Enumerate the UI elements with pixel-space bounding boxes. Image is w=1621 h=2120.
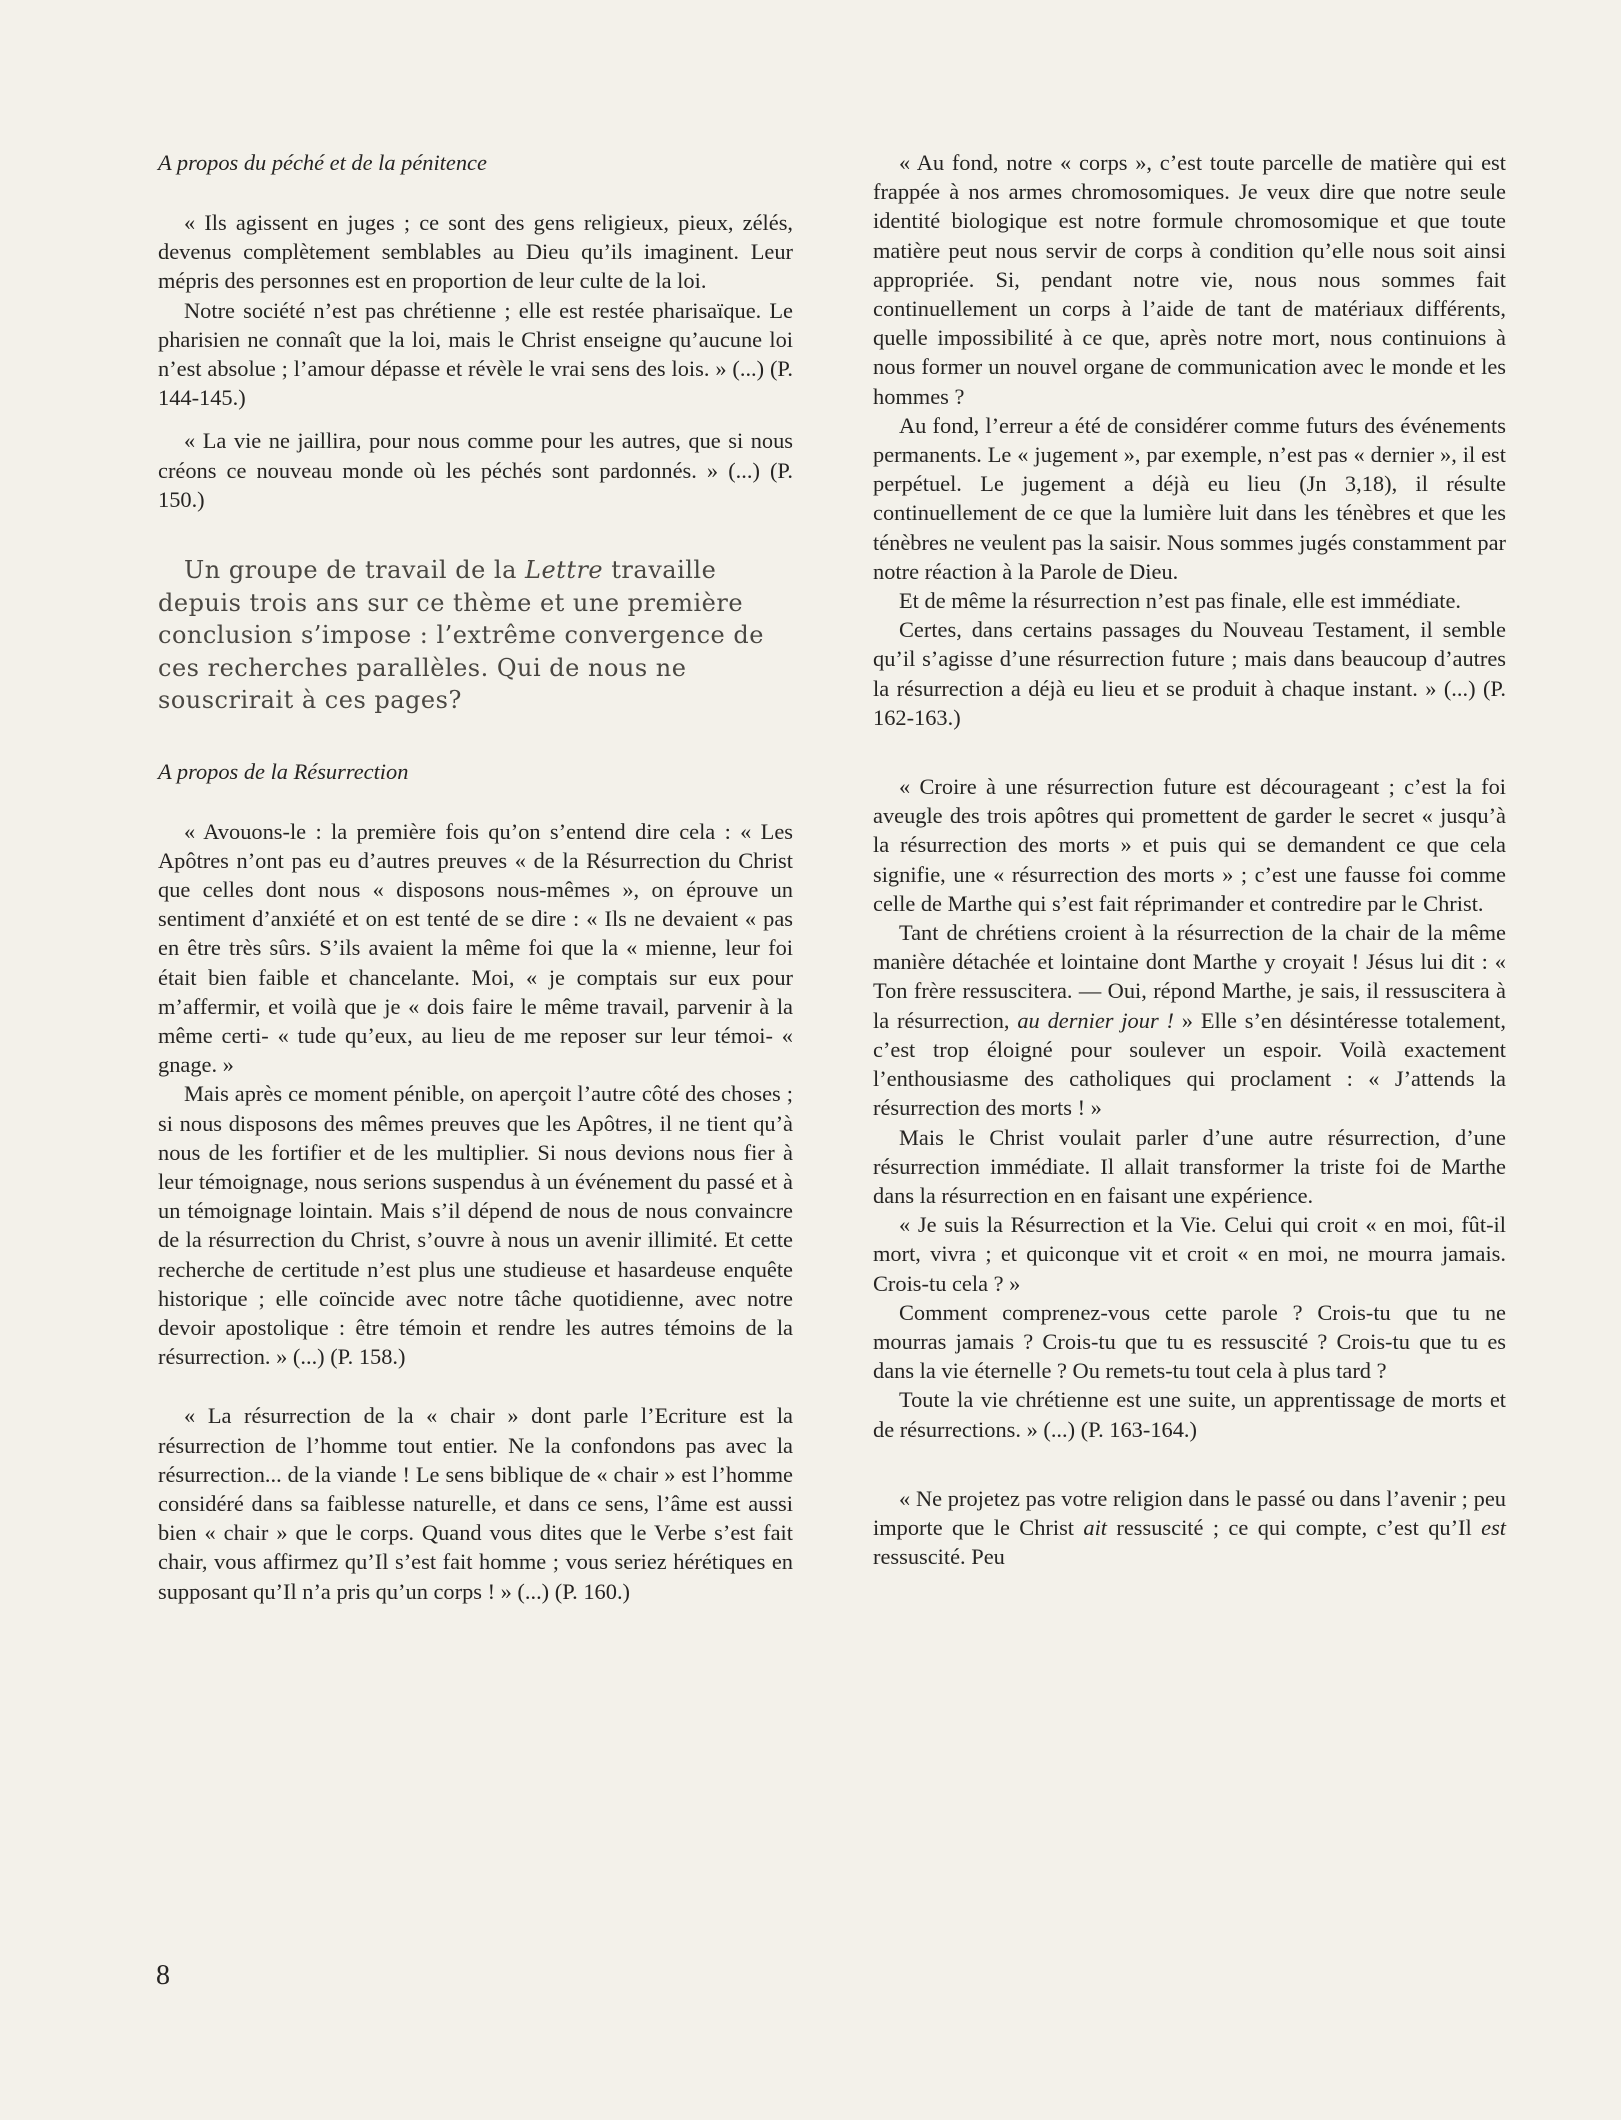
page-number: 8: [156, 1960, 170, 1991]
quote-paragraph: « La vie ne jaillira, pour nous comme pour les autres, que si nous créons ce nouveau monde où les péchés sont pardonnés. » (...) (P. 150.): [158, 428, 793, 512]
editorial-note: Un groupe de travail de la Lettre travaille depuis trois ans sur ce thème et une première conclusion s’impose : l’extrême convergence de ces recherches parallèles. Qui de nous ne souscrirait à ces pages?: [158, 556, 764, 715]
quote-paragraph: « Au fond, notre « corps », c’est toute parcelle de matière qui est frappée à nos armes chromosomiques. Je veux dire que notre seule identité biologique est notre formule chromosomique et que toute matière peut nous servir de corps à condition qu’elle nous soit ainsi appropriée. Si, pendant notre vie, nous nous sommes fait continuellement un corps à l’aide de tant de matériaux différents, quelle impossibilité à ce que, après notre mort, nous continuions à nous former un nouvel organe de communication avec le monde et les hommes ?: [873, 150, 1506, 409]
left-column: [158, 148, 793, 1606]
quote-paragraph: Certes, dans certains passages du Nouveau Testament, il semble qu’il s’agisse d’une résurrection future ; mais dans beaucoup d’autres la résurrection a déjà eu lieu et se produit à chaque instant. » (...) (P. 162-163.): [873, 617, 1506, 730]
quote-paragraph: Mais le Christ voulait parler d’une autre résurrection, d’une résurrection immédiate. Il allait transformer la triste foi de Marthe dans la résurrection en en faisant une expérience.: [873, 1124, 1506, 1208]
quote-paragraph: Comment comprenez-vous cette parole ? Crois-tu que tu ne mourras jamais ? Crois-tu que tu es ressuscité ? Crois-tu que tu es dans la vie éternelle ? Ou remets-tu tout cela à plus tard ?: [873, 1299, 1506, 1384]
quote-paragraph: Toute la vie chrétienne est une suite, un apprentissage de morts et de résurrections. » (...) (P. 163-164.): [873, 1387, 1506, 1442]
quote-paragraph: « Ils agissent en juges ; ce sont des gens religieux, pieux, zélés, devenus complètement semblables au Dieu qu’ils imaginent. Leur mépris des personnes est en proportion de leur culte de la loi.: [158, 210, 793, 294]
quote-paragraph: « Ne projetez pas votre religion dans le passé ou dans l’avenir ; peu importe que le Christ ait ressuscité ; ce qui compte, c’est qu’Il est ressuscité. Peu: [873, 1485, 1506, 1570]
quote-paragraph: Mais après ce moment pénible, on aperçoit l’autre côté des choses ; si nous disposons des mêmes preuves que les Apôtres, il ne tient qu’à nous de les fortifier et de les multiplier. Si nous devions nous fier à leur témoignage, nous serions suspendus à un événement du passé et à un témoignage lointain. Mais s’il dépend de nous de nous convaincre de la résurrection du Christ, s’ouvre à nous un avenir illimité. Et cette recherche de certitude n’est plus une studieuse et hasardeuse enquête historique ; elle coïncide avec notre tâche quotidienne, avec notre devoir apostolique : être témoin et rendre les autres témoins de la résurrection. » (...) (P. 158.): [158, 1081, 793, 1370]
quote-paragraph: Et de même la résurrection n’est pas finale, elle est immédiate.: [899, 588, 1462, 614]
quote-paragraph: Tant de chrétiens croient à la résurrection de la chair de la même manière détachée et lointaine dont Marthe y croyait ! Jésus lui dit : « Ton frère ressuscitera. — Oui, répond Marthe, je sais, il ressuscitera à la résurrection, au dernier jour ! » Elle s’en désintéresse totalement, c’est trop éloigné pour soulever un espoir. Voilà exactement l’enthousiasme des catholiques qui proclament : « J’attends la résurrection des morts ! »: [873, 920, 1506, 1121]
section-heading-resurrection: A propos de la Résurrection: [158, 758, 409, 784]
quote-paragraph: « La résurrection de la « chair » dont parle l’Ecriture est la résurrection de l’homme tout entier. Ne la confondons pas avec la résurrection... de la viande ! Le sens biblique de « chair » est l’homme considéré dans sa faiblesse naturelle, et dans ce sens, l’âme est aussi bien « chair » que le corps. Quand vous dites que le Verbe s’est fait chair, vous affirmez qu’Il s’est fait homme ; vous seriez hérétiques en supposant qu’Il n’a pris qu’un corps ! » (...) (P. 160.): [158, 1403, 793, 1604]
quote-paragraph: « Croire à une résurrection future est décourageant ; c’est la foi aveugle des trois apôtres qui promettent de garder le secret « jusqu’à la résurrection des morts » et puis qui se demandent ce que cela signifie, une « résurrection des morts » ; c’est une fausse foi comme celle de Marthe qui s’est fait réprimander et contredire par le Christ.: [873, 774, 1506, 916]
right-column: [873, 148, 1506, 1571]
quote-paragraph: Au fond, l’erreur a été de considérer comme futurs des événements permanents. Le « jugement », par exemple, n’est pas « dernier », il est perpétuel. Le jugement a déjà eu lieu (Jn 3,18), il résulte continuellement de ce que la lumière luit dans les ténèbres et que les ténèbres ne veulent pas la saisir. Nous sommes jugés constamment par notre réaction à la Parole de Dieu.: [873, 412, 1506, 584]
section-heading-sin: A propos du péché et de la pénitence: [158, 150, 487, 175]
quote-paragraph: « Je suis la Résurrection et la Vie. Celui qui croit « en moi, fût-il mort, vivra ; et quiconque vit et croit « en moi, ne mourra jamais. Crois-tu cela ? »: [873, 1212, 1506, 1296]
quote-paragraph: « Avouons-le : la première fois qu’on s’entend dire cela : « Les Apôtres n’ont pas eu d’autres preuves « de la Résurrection du Christ que celles dont nous « disposons nous-mêmes », on éprouve un sentiment d’anxiété et on est tenté de se dire : « Ils ne devaient « pas en être très sûrs. S’ils avaient la même foi que la « mienne, leur foi était bien faible et chancelante. Moi, « je comptais sur eux pour m’affermir, et voilà que je « dois faire le même travail, parvenir à la même certi- « tude qu’eux, au lieu de me reposer sur leur témoi- « gnage. »: [158, 818, 793, 1078]
quote-paragraph: Notre société n’est pas chrétienne ; elle est restée pharisaïque. Le pharisien ne connaît que la loi, mais le Christ enseigne qu’aucune loi n’est absolue ; l’amour dépasse et révèle le vrai sens des lois. » (...) (P. 144-145.): [158, 297, 793, 411]
